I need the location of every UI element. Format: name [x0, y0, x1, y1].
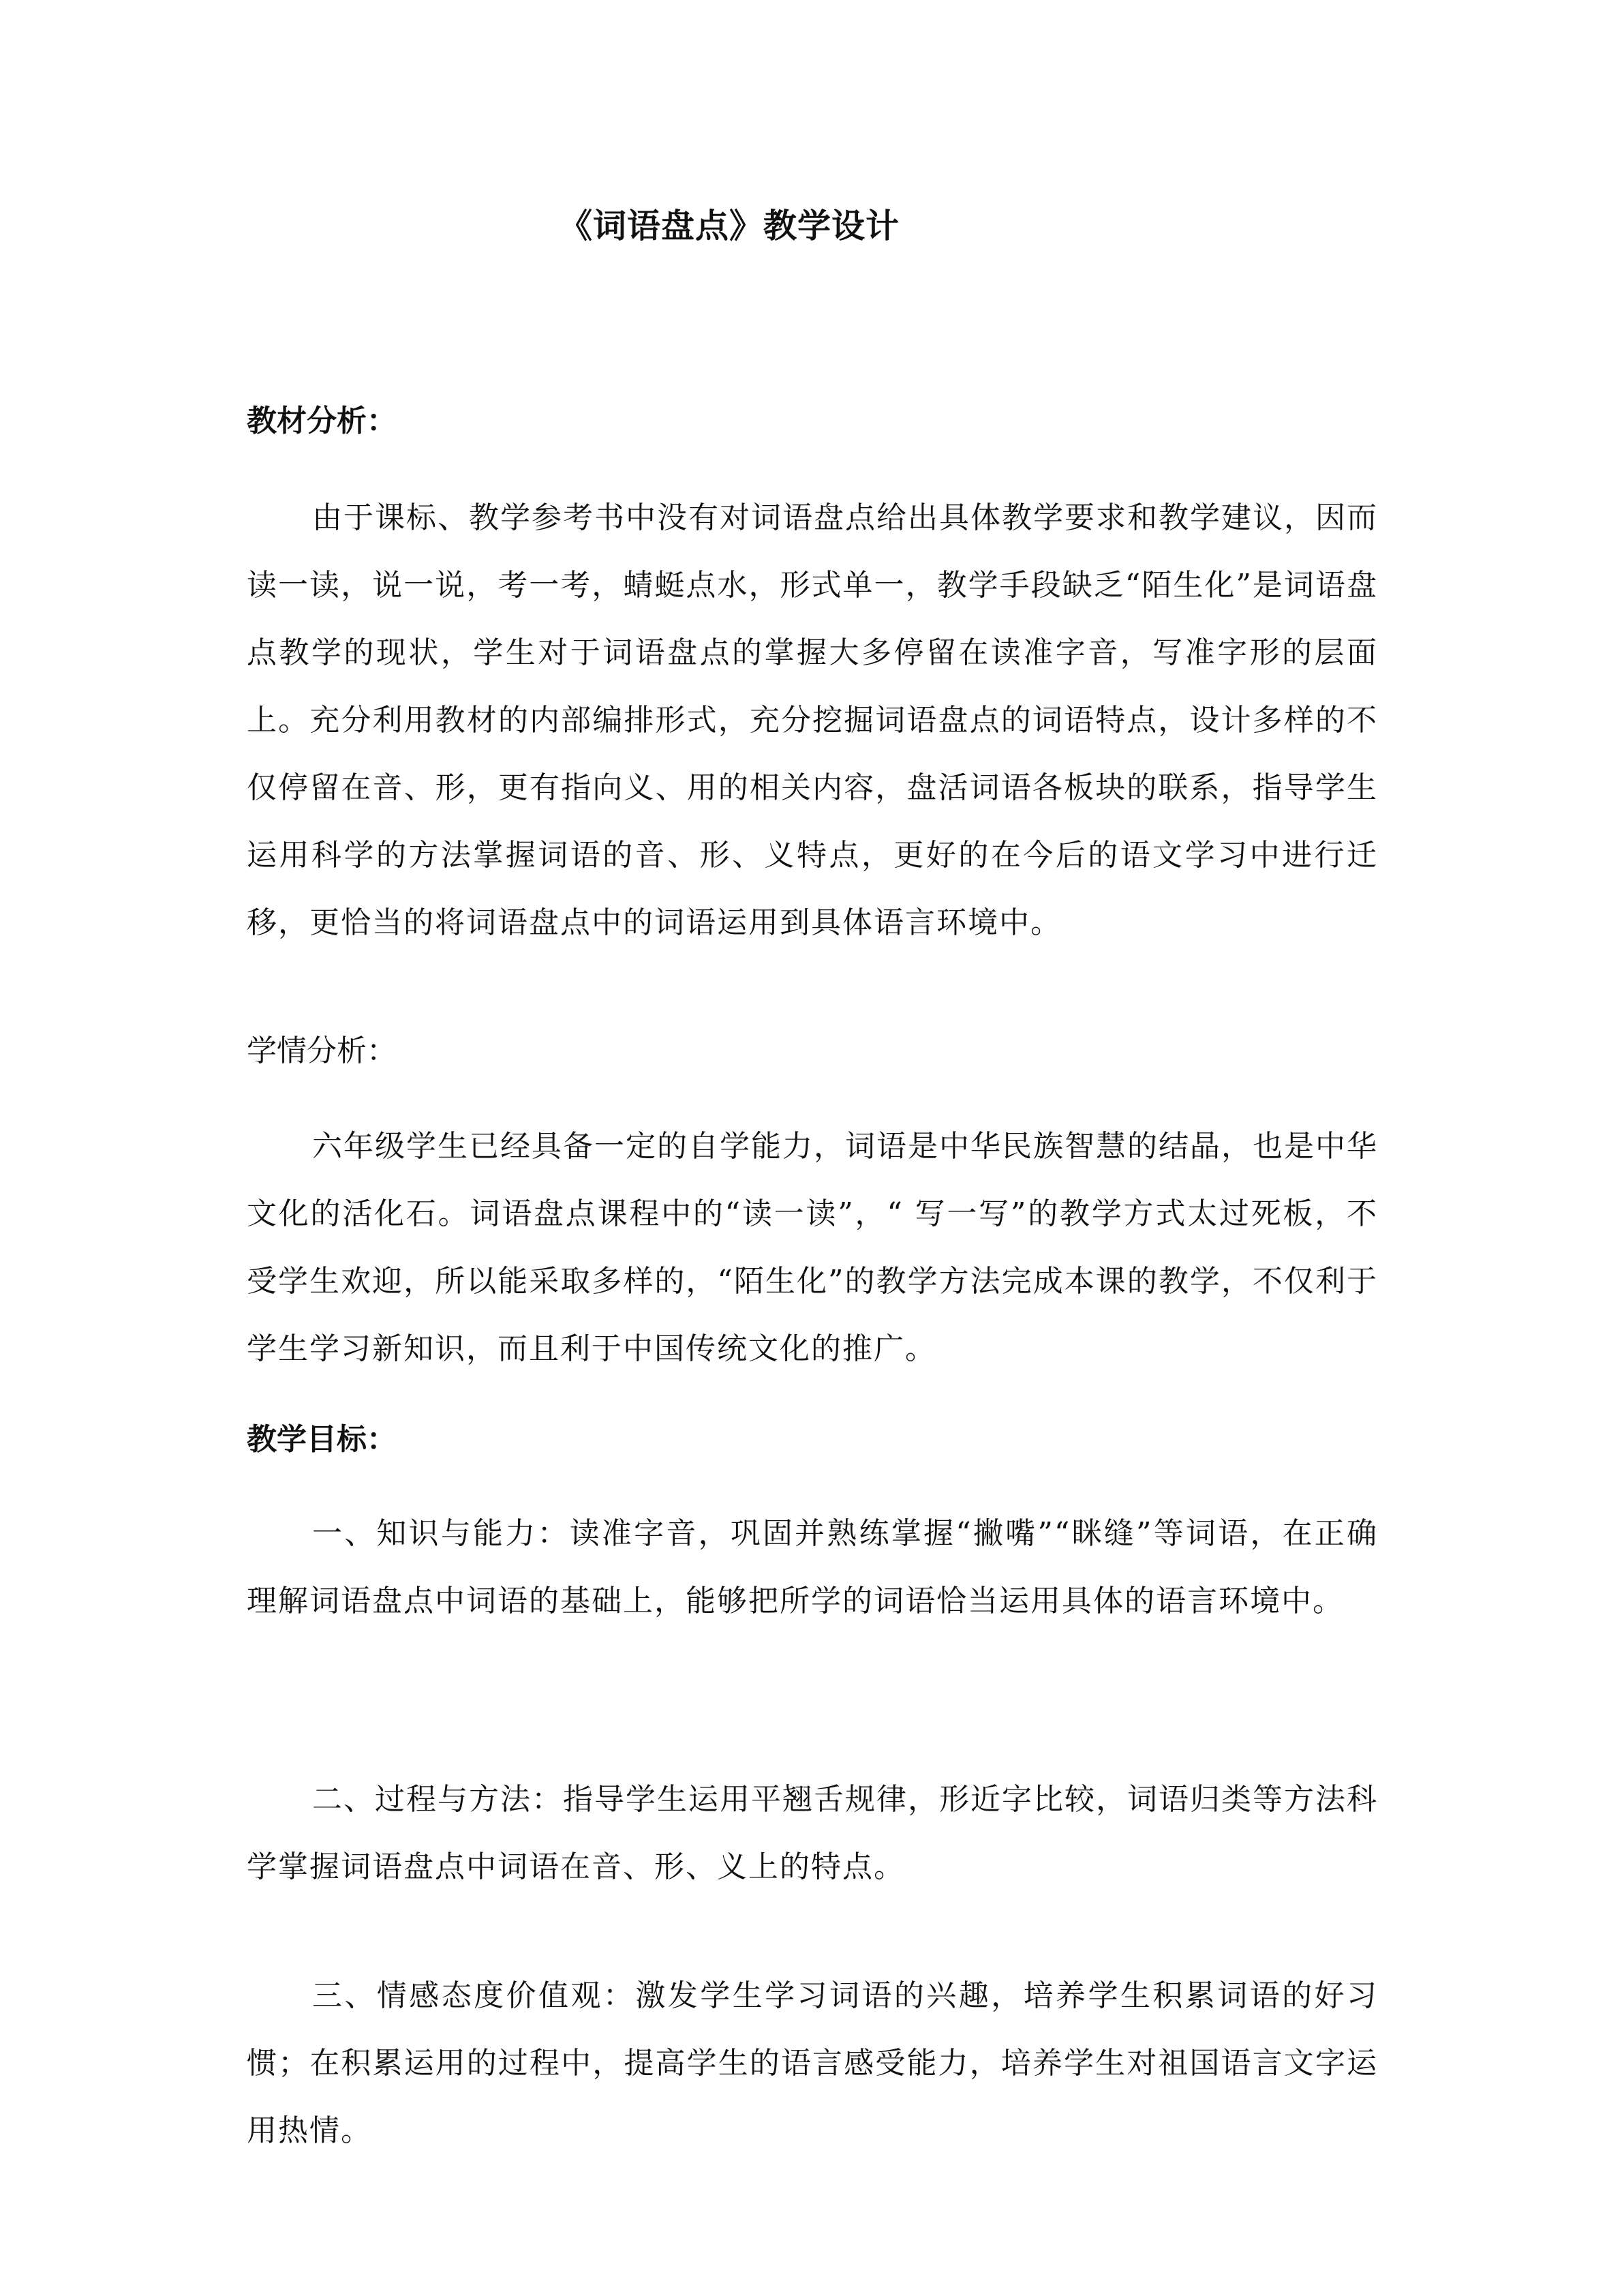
goal-item-knowledge-ability: 一、知识与能力：读准字音，巩固并熟练掌握“撇嘴”“眯缝”等词语，在正确理解词语盘点中词语的基础上，能够把所学的词语恰当运用具体的语言环境中。: [247, 1516, 1378, 1618]
document-title: 《词语盘点》教学设计: [558, 207, 900, 245]
paragraph-material-analysis: 由于课标、教学参考书中没有对词语盘点给出具体教学要求和教学建议，因而读一读，说一说，考一考，蜻蜓点水，形式单一，教学手段缺乏“陌生化”是词语盘点教学的现状，学生对于词语盘点的掌握大多停留在读准字音，写准字形的层面上。充分利用教材的内部编排形式，充分挖掘词语盘点的词语特点，设计多样的不仅停留在音、形，更有指向义、用的相关内容，盘活词语各板块的联系，指导学生运用科学的方法掌握词语的音、形、义特点，更好的在今后的语文学习中进行迁移，更恰当的将词语盘点中的词语运用到具体语言环境中。: [247, 500, 1378, 940]
section-heading-student-analysis: 学情分析：: [247, 1033, 397, 1068]
section-heading-teaching-goals: 教学目标：: [247, 1422, 397, 1457]
goal-item-emotion-values: 三、情感态度价值观：激发学生学习词语的兴趣，培养学生积累词语的好习惯；在积累运用的过程中，提高学生的语言感受能力，培养学生对祖国语言文字运用热情。: [247, 1978, 1378, 2148]
goal-item-process-method: 二、过程与方法：指导学生运用平翘舌规律，形近字比较，词语归类等方法科学掌握词语盘点中词语在音、形、义上的特点。: [247, 1782, 1378, 1884]
section-heading-material-analysis: 教材分析：: [247, 404, 397, 438]
paragraph-student-analysis: 六年级学生已经具备一定的自学能力，词语是中华民族智慧的结晶，也是中华文化的活化石。词语盘点课程中的“读一读”，“ 写一写”的教学方式太过死板，不受学生欢迎，所以能采取多样的，“陌生化”的教学方法完成本课的教学，不仅利于学生学习新知识，而且利于中国传统文化的推广。: [247, 1129, 1378, 1366]
